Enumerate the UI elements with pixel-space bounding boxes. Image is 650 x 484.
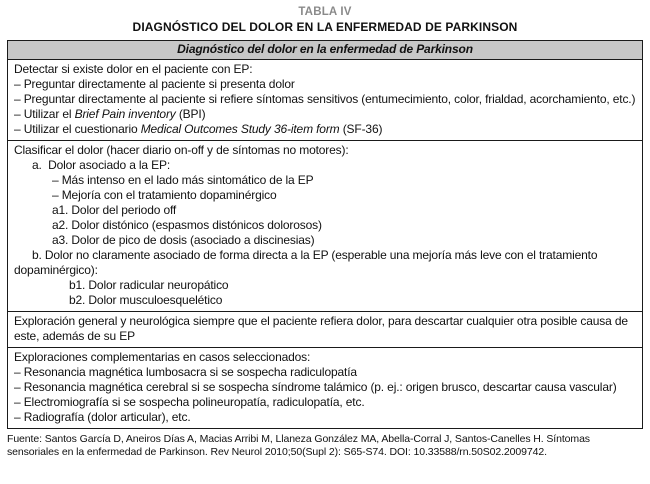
table-line	[14, 395, 636, 410]
table-line	[14, 92, 636, 107]
table-line	[14, 233, 636, 248]
table-section	[8, 347, 642, 428]
text-segment: Detectar si existe dolor en el paciente con EP:	[14, 62, 253, 76]
table-line	[14, 77, 636, 92]
table-number: TABLA IV	[298, 6, 352, 18]
text-segment: Exploración general y neurológica siempre que el paciente refiera dolor, para descartar cualquier otra posible causa de este, además de su EP	[14, 314, 632, 343]
text-segment: – Utilizar el cuestionario	[14, 122, 141, 136]
text-segment: Exploraciones complementarias en casos seleccionados:	[14, 350, 311, 364]
text-segment: – Resonancia magnética lumbosacra si se sospecha radiculopatía	[14, 365, 357, 379]
table-line	[14, 158, 636, 173]
source-citation: Fuente: Santos García D, Aneiros Días A, Macias Arribi M, Llaneza González MA, Abella-Corral J, Santos-Canelles H. Síntomas sensoriales en la enfermedad de Parkinson. Rev Neurol 2010;50(Supl 2): S65-S74. DOI: 10.33588/rn.50S02.2009742.	[7, 433, 590, 458]
text-segment: – Resonancia magnética cerebral si se sospecha síndrome talámico (p. ej.: origen brusco, descartar causa vascular)	[14, 380, 617, 394]
table-line	[14, 278, 636, 293]
table-line	[14, 143, 636, 158]
text-segment: – Radiografía (dolor articular), etc.	[14, 410, 191, 424]
table-line	[14, 62, 636, 77]
table-line	[14, 350, 636, 365]
table-line	[14, 173, 636, 188]
table-line	[14, 410, 636, 425]
table-section	[8, 311, 642, 347]
table-line	[14, 248, 636, 278]
text-segment: b. Dolor no claramente asociado de forma directa a la EP (esperable una mejoría más leve con el tratamiento dopaminérgico):	[14, 248, 601, 277]
diagnosis-table	[7, 40, 643, 429]
table-line	[14, 107, 636, 122]
text-segment: a1. Dolor del periodo off	[52, 203, 177, 217]
text-segment: a3. Dolor de pico de dosis (asociado a discinesias)	[52, 233, 315, 247]
italic-text: Brief Pain inventory	[74, 107, 176, 121]
table-line	[14, 218, 636, 233]
text-segment: – Electromiografía si se sospecha polineuropatía, radiculopatía, etc.	[14, 395, 365, 409]
text-segment: – Preguntar directamente al paciente si refiere síntomas sensitivos (entumecimiento, color, frialdad, acorchamiento, etc.)	[14, 92, 636, 106]
text-segment: – Más intenso en el lado más sintomático de la EP	[52, 173, 314, 187]
table-line	[14, 380, 636, 395]
table-header: Diagnóstico del dolor en la enfermedad de Parkinson	[8, 41, 642, 60]
text-segment: Clasificar el dolor (hacer diario on-off y de síntomas no motores):	[14, 143, 349, 157]
italic-text: Medical Outcomes Study 36-item form	[140, 122, 340, 136]
text-segment: b1. Dolor radicular neuropático	[69, 278, 229, 292]
table-line	[14, 365, 636, 380]
table-body	[8, 60, 642, 428]
table-line	[14, 314, 636, 344]
table-section	[8, 60, 642, 140]
text-segment: b2. Dolor musculoesquelético	[69, 293, 223, 307]
table-line	[14, 293, 636, 308]
text-segment: – Mejoría con el tratamiento dopaminérgico	[52, 188, 277, 202]
table-section	[8, 140, 642, 311]
page-title: DIAGNÓSTICO DEL DOLOR EN LA ENFERMEDAD DE PARKINSON	[132, 20, 518, 34]
table-line	[14, 122, 636, 137]
text-segment: a. Dolor asociado a la EP:	[32, 158, 171, 172]
table-line	[14, 188, 636, 203]
text-segment: – Utilizar el	[14, 107, 75, 121]
text-segment: (SF-36)	[339, 122, 383, 136]
table-line	[14, 203, 636, 218]
text-segment: (BPI)	[175, 107, 206, 121]
text-segment: a2. Dolor distónico (espasmos distónicos dolorosos)	[52, 218, 322, 232]
text-segment: – Preguntar directamente al paciente si presenta dolor	[14, 77, 295, 91]
